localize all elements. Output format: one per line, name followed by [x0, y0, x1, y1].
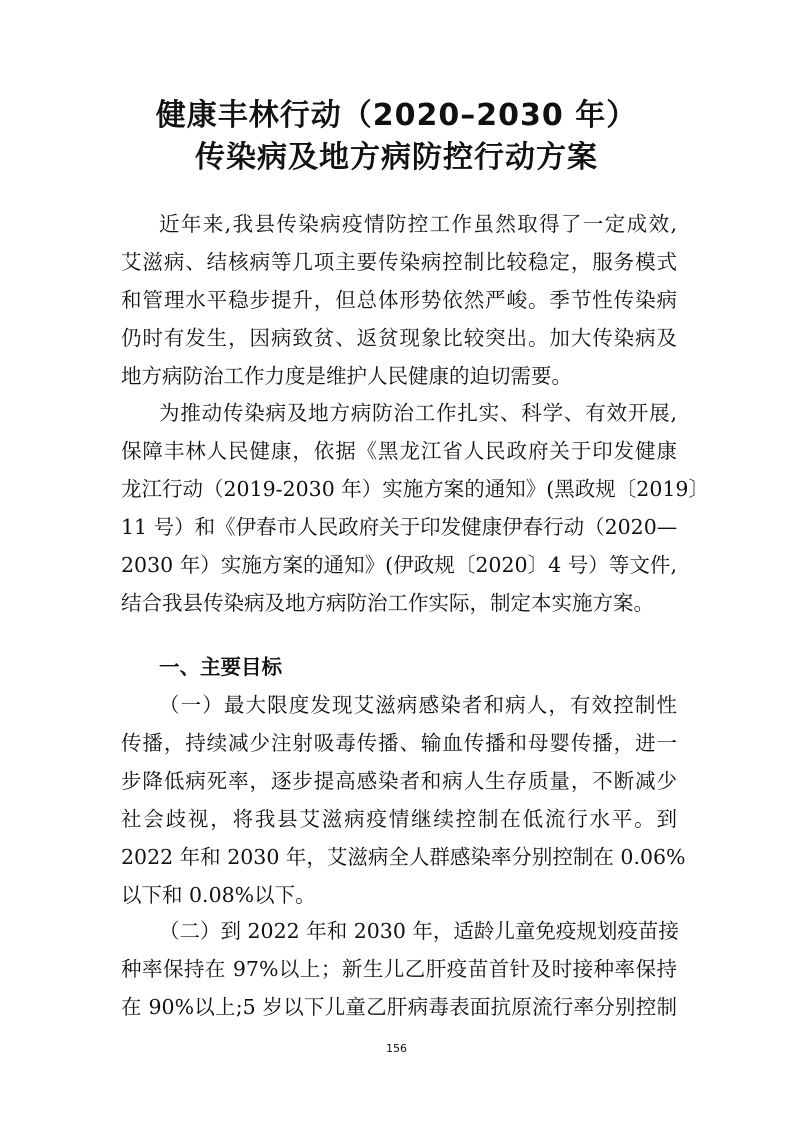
section-heading: 一、主要目标	[159, 655, 282, 679]
text-line: （二）到 2022 年和 2030 年，适龄儿童免疫规划疫苗接	[159, 919, 679, 943]
document-title-line-1: 健康丰林行动（2020–2030 年）	[155, 98, 638, 133]
text-line: 社会歧视，将我县艾滋病疫情继续控制在低流行水平。到	[121, 807, 677, 831]
target-paragraph-2	[121, 912, 677, 1026]
text-line: 种率保持在 97%以上；新生儿乙肝疫苗首针及时接种率保持	[121, 957, 677, 981]
text-line: 保障丰林人民健康，依据《黑龙江省人民政府关于印发健康	[121, 439, 677, 463]
text-line: （一）最大限度发现艾滋病感染者和病人，有效控制性	[159, 693, 677, 717]
intro-paragraph	[121, 205, 677, 395]
text-line: 为推动传染病及地方病防治工作扎实、科学、有效开展,	[159, 401, 677, 425]
text-line: 11 号）和《伊春市人民政府关于印发健康伊春行动（2020—	[121, 515, 678, 539]
text-line: 龙江行动（2019-2030 年）实施方案的通知》(黑政规〔2019〕	[121, 477, 709, 501]
text-line: 艾滋病、结核病等几项主要传染病控制比较稳定，服务模式	[121, 250, 677, 274]
text-line: 传播，持续减少注射吸毒传播、输血传播和母婴传播，进一	[121, 731, 677, 755]
text-line: 结合我县传染病及地方病防治工作实际，制定本实施方案。	[121, 591, 654, 615]
text-line: 仍时有发生，因病致贫、返贫现象比较突出。加大传染病及	[121, 326, 677, 350]
target-paragraph-1	[121, 686, 686, 914]
text-line: 2022 年和 2030 年，艾滋病全人群感染率分别控制在 0.06%	[121, 845, 686, 869]
text-line: 步降低病死率，逐步提高感染者和病人生存质量，不断减少	[121, 769, 677, 793]
text-line: 在 90%以上;5 岁以下儿童乙肝病毒表面抗原流行率分别控制	[121, 995, 677, 1019]
text-line: 地方病防治工作力度是维护人民健康的迫切需要。	[121, 364, 572, 388]
text-line: 2030 年）实施方案的通知》(伊政规〔2020〕4 号）等文件,	[121, 553, 677, 577]
document-title-line-2: 传染病及地方病防控行动方案	[195, 140, 598, 175]
text-line: 以下和 0.08%以下。	[121, 883, 316, 907]
text-line: 近年来,我县传染病疫情防控工作虽然取得了一定成效,	[159, 212, 677, 236]
page-number: 156	[386, 1042, 407, 1055]
basis-paragraph	[121, 394, 709, 622]
text-line: 和管理水平稳步提升，但总体形势依然严峻。季节性传染病	[121, 288, 677, 312]
